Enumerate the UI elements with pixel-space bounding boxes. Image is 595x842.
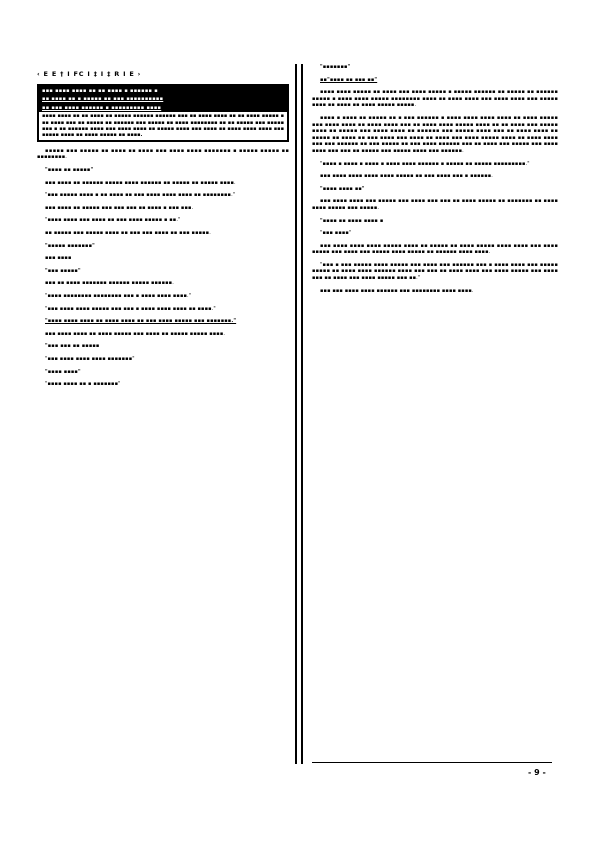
paragraph: ▪▪▪ ▪▪ ▪▪▪▪ ▪▪▪▪▪▪▪ ▪▪▪▪▪▪ ▪▪▪▪▪ ▪▪▪▪▪▪.: [45, 280, 174, 287]
paragraph: "▪▪▪ ▪▪▪ ▪▪ ▪▪▪▪▪: [45, 343, 100, 350]
left-paragraphs: [37, 148, 289, 388]
column-divider: [295, 64, 297, 764]
paragraph: ▪▪▪ ▪▪▪▪ ▪▪ ▪▪▪▪▪ ▪▪▪ ▪▪▪ ▪▪▪ ▪▪ ▪▪▪▪ ▪ ▪▪▪ ▪▪▪.: [45, 204, 194, 211]
paragraph: ▪▪▪▪ ▪▪▪▪ ▪▪▪▪▪ ▪▪ ▪▪▪▪ ▪▪▪ ▪▪▪▪ ▪▪▪▪▪ ▪ ▪▪▪▪▪ ▪▪▪▪▪▪ ▪▪ ▪▪▪▪▪ ▪▪ ▪▪▪▪▪▪ ▪▪▪▪▪ ▪ ▪▪▪▪ ▪▪▪▪ ▪▪▪▪▪ ▪▪▪▪▪▪▪▪ ▪▪▪▪ ▪▪ ▪▪▪▪ ▪▪▪▪ ▪▪▪ ▪▪▪▪ ▪▪▪▪ ▪▪▪ ▪▪▪▪▪ ▪▪▪▪ ▪▪ ▪▪▪▪ ▪▪ ▪▪▪▪ ▪▪▪▪▪ ▪▪▪▪▪.: [312, 89, 558, 109]
paragraph: ▪▪▪ ▪▪▪▪ ▪▪▪▪ ▪▪▪▪ ▪▪▪▪ ▪▪▪▪▪ ▪▪ ▪▪▪ ▪▪▪▪ ▪▪▪ ▪ ▪▪▪▪▪▪.: [320, 173, 494, 180]
paragraph: "▪▪▪▪ ▪▪ ▪▪▪▪▪": [45, 167, 94, 174]
paragraph: ▪▪▪ ▪▪▪▪ ▪▪▪▪ ▪▪▪▪ ▪▪▪▪▪ ▪▪▪▪ ▪▪ ▪▪▪▪▪ ▪▪ ▪▪▪▪ ▪▪▪▪▪ ▪▪▪▪ ▪▪▪▪ ▪▪▪ ▪▪▪▪ ▪▪▪▪▪ ▪▪▪ ▪▪▪▪ ▪▪▪ ▪▪▪▪▪ ▪▪▪▪ ▪▪▪▪▪ ▪▪ ▪▪▪▪▪▪ ▪▪▪▪ ▪▪▪▪.: [312, 242, 558, 256]
page-number: - 9 -: [528, 768, 546, 777]
paragraph: "▪▪▪ ▪▪▪▪": [320, 230, 352, 237]
paragraph: ▪▪▪ ▪▪▪▪ ▪▪▪▪ ▪▪▪ ▪▪▪▪▪ ▪▪▪ ▪▪▪▪ ▪▪▪ ▪▪▪ ▪▪ ▪▪▪▪ ▪▪▪▪▪ ▪▪ ▪▪▪▪▪▪▪ ▪▪ ▪▪▪▪ ▪▪▪▪ ▪▪▪▪▪ ▪▪▪ ▪▪▪▪▪.: [312, 198, 558, 211]
box-heading-line: ▪▪ ▪▪▪▪ ▪▪ ▪ ▪▪▪▪▪ ▪▪ ▪▪▪ ▪▪▪▪▪▪▪▪▪▪: [39, 95, 287, 103]
paragraph: "▪▪▪ ▪▪▪▪ ▪▪▪▪ ▪▪▪▪ ▪▪▪▪▪▪▪": [45, 355, 135, 362]
paragraph: ▪▪ ▪▪▪▪▪ ▪▪▪ ▪▪▪▪▪ ▪▪▪▪ ▪▪ ▪▪▪ ▪▪▪ ▪▪▪▪ ▪▪ ▪▪▪ ▪▪▪▪▪.: [45, 230, 211, 236]
paragraph: "▪▪▪▪ ▪▪ ▪▪▪▪ ▪▪▪▪ ▪: [320, 217, 384, 224]
paragraph: ▪▪"▪▪▪▪ ▪▪ ▪▪▪ ▪▪": [320, 76, 378, 83]
box-heading-line: ▪▪ ▪▪▪ ▪▪▪▪ ▪▪▪▪▪▪ ▪ ▪▪▪▪▪▪▪▪▪ ▪▪▪▪: [39, 104, 287, 112]
box-body-text: ▪▪▪▪ ▪▪▪▪ ▪▪ ▪▪ ▪▪▪▪ ▪▪ ▪▪▪▪▪ ▪▪▪▪▪▪ ▪▪▪▪▪▪ ▪▪▪ ▪▪ ▪▪▪▪ ▪▪▪▪ ▪▪ ▪▪ ▪▪▪▪ ▪▪▪▪▪ ▪ ▪▪ ▪▪▪▪ ▪▪▪ ▪▪ ▪▪▪▪▪ ▪▪ ▪▪▪▪▪▪ ▪▪▪ ▪▪▪▪▪ ▪▪ ▪▪▪▪ ▪▪▪▪▪▪▪▪ ▪▪ ▪▪ ▪▪▪▪▪ ▪▪▪ ▪▪▪▪▪ ▪▪▪ ▪ ▪▪ ▪▪▪▪▪▪ ▪▪▪▪ ▪▪▪ ▪▪▪▪ ▪▪▪▪ ▪▪ ▪▪▪▪▪ ▪▪▪▪ ▪▪▪ ▪▪▪▪ ▪▪ ▪▪▪▪ ▪▪▪▪ ▪▪▪▪ ▪▪▪ ▪▪▪▪▪ ▪▪▪▪ ▪▪ ▪▪▪▪ ▪▪▪▪▪ ▪▪ ▪▪▪▪.: [42, 113, 284, 139]
running-header: ‹ E E † I FC I ‡ I ‡ R I E ›: [37, 70, 142, 78]
paragraph: "▪▪▪▪ ▪▪▪▪": [45, 368, 81, 375]
paragraph: ▪▪▪▪▪ ▪▪▪ ▪▪▪▪▪ ▪▪ ▪▪▪▪ ▪▪ ▪▪▪▪ ▪▪▪ ▪▪▪▪ ▪▪▪▪ ▪▪▪▪▪▪▪ ▪ ▪▪▪▪▪ ▪▪▪▪▪ ▪▪ ▪▪▪▪▪▪▪▪.: [37, 147, 289, 161]
box-heading-line: ▪▪▪ ▪▪▪▪ ▪▪▪▪ ▪▪ ▪▪ ▪▪▪▪ ▪ ▪▪▪▪▪▪ ▪: [39, 87, 287, 95]
paragraph: "▪▪▪ ▪ ▪▪▪ ▪▪▪▪▪ ▪▪▪▪ ▪▪▪▪▪ ▪▪▪ ▪▪▪▪ ▪▪▪ ▪▪▪▪▪▪ ▪▪▪ ▪ ▪▪▪▪ ▪▪▪▪ ▪▪▪ ▪▪▪▪▪ ▪▪▪▪▪ ▪▪ ▪▪▪▪ ▪▪▪▪ ▪▪▪▪▪▪ ▪▪▪▪ ▪▪▪ ▪▪▪ ▪▪ ▪▪▪▪ ▪▪▪▪ ▪▪▪ ▪▪▪▪ ▪▪▪▪▪ ▪▪▪ ▪▪▪▪ ▪▪▪ ▪▪ ▪▪▪▪ ▪▪▪ ▪▪▪▪ ▪▪▪▪▪ ▪▪▪ ▪▪.": [312, 261, 558, 282]
paragraph: "▪▪▪▪ ▪▪▪▪ ▪▪▪ ▪▪▪▪ ▪▪ ▪▪▪ ▪▪▪▪ ▪▪▪▪▪ ▪ ▪▪.": [45, 217, 181, 224]
column-divider: [301, 64, 303, 764]
paragraph: ▪▪▪ ▪▪▪▪ ▪▪▪▪ ▪▪ ▪▪▪▪ ▪▪▪▪▪ ▪▪▪ ▪▪▪▪ ▪▪ ▪▪▪▪▪ ▪▪▪▪▪ ▪▪▪▪.: [45, 330, 226, 337]
paragraph: "▪▪▪▪ ▪▪▪▪ ▪▪ ▪ ▪▪▪▪▪▪▪": [45, 381, 121, 388]
paragraph: "▪▪▪ ▪▪▪▪ ▪▪▪▪ ▪▪▪▪▪ ▪▪▪ ▪▪▪ ▪ ▪▪▪▪ ▪▪▪▪ ▪▪▪▪ ▪▪ ▪▪▪▪.": [45, 305, 216, 312]
paragraph: "▪▪▪▪ ▪▪▪▪ ▪▪▪▪ ▪▪ ▪▪▪▪ ▪▪▪▪ ▪▪ ▪▪▪ ▪▪▪▪ ▪▪▪▪▪ ▪▪▪ ▪▪▪▪▪▪▪.": [45, 318, 237, 325]
paragraph: "▪▪▪▪ ▪▪▪▪▪▪▪▪ ▪▪▪▪▪▪▪▪ ▪▪▪ ▪ ▪▪▪▪ ▪▪▪▪ ▪▪▪▪.": [45, 292, 192, 299]
paragraph: ▪▪▪ ▪▪▪ ▪▪▪▪ ▪▪▪▪ ▪▪▪▪▪▪ ▪▪▪ ▪▪▪▪▪▪▪▪ ▪▪▪▪ ▪▪▪▪.: [320, 287, 474, 294]
paragraph: ▪▪▪ ▪▪▪▪: [45, 255, 72, 262]
paragraph: "▪▪▪ ▪▪▪▪▪": [45, 267, 81, 274]
left-column: [37, 66, 289, 394]
right-paragraphs: [312, 64, 558, 294]
paragraph: "▪▪▪▪▪ ▪▪▪▪▪▪▪": [45, 242, 95, 249]
paragraph: "▪▪▪▪ ▪▪▪▪ ▪▪": [320, 185, 365, 192]
footer-rule: [312, 762, 552, 763]
paragraph: "▪▪▪▪ ▪ ▪▪▪▪ ▪ ▪▪▪▪ ▪ ▪▪▪▪ ▪▪▪▪ ▪▪▪▪▪▪ ▪ ▪▪▪▪▪ ▪▪ ▪▪▪▪▪ ▪▪▪▪▪▪▪▪▪.": [320, 160, 530, 167]
paragraph: ▪▪▪▪ ▪ ▪▪▪▪ ▪▪ ▪▪▪▪▪ ▪▪ ▪ ▪▪▪ ▪▪▪▪▪▪ ▪ ▪▪▪▪ ▪▪▪▪ ▪▪▪▪ ▪▪▪▪ ▪▪ ▪▪▪▪ ▪▪▪▪▪ ▪▪▪ ▪▪▪▪ ▪▪▪▪ ▪▪ ▪▪▪▪ ▪▪▪▪ ▪▪▪ ▪▪ ▪▪▪▪ ▪▪▪▪ ▪▪▪▪▪ ▪▪▪▪ ▪▪ ▪▪ ▪▪▪▪ ▪▪▪ ▪▪▪▪▪ ▪▪▪▪ ▪▪ ▪▪▪▪▪ ▪▪▪ ▪▪▪▪ ▪▪▪▪ ▪▪ ▪▪▪▪▪▪ ▪▪▪ ▪▪▪▪▪ ▪▪▪▪ ▪▪▪ ▪▪ ▪▪▪▪ ▪▪▪▪ ▪▪ ▪▪▪▪▪ ▪▪ ▪▪▪▪ ▪▪ ▪▪▪ ▪▪▪▪ ▪▪▪ ▪▪▪▪ ▪▪ ▪▪▪▪ ▪▪▪ ▪▪▪▪ ▪▪▪▪▪ ▪▪▪▪ ▪▪ ▪▪▪▪ ▪▪▪▪ ▪▪▪ ▪▪▪ ▪▪▪▪▪▪ ▪▪ ▪▪▪ ▪▪▪▪▪ ▪▪ ▪▪▪ ▪▪▪▪ ▪▪▪▪▪▪ ▪▪▪ ▪▪ ▪▪▪▪ ▪▪▪ ▪▪▪▪▪ ▪▪▪ ▪▪▪▪ ▪▪▪▪ ▪▪▪ ▪▪▪ ▪▪ ▪▪▪▪▪ ▪▪▪ ▪▪▪▪▪ ▪▪▪▪ ▪▪▪ ▪▪▪▪▪▪.: [312, 114, 558, 154]
boxed-intro: [37, 84, 289, 142]
paragraph: "▪▪▪▪▪▪▪": [320, 64, 351, 70]
paragraph: ▪▪▪ ▪▪▪▪ ▪▪ ▪▪▪▪▪▪ ▪▪▪▪▪ ▪▪▪▪ ▪▪▪▪▪▪ ▪▪ ▪▪▪▪▪ ▪▪ ▪▪▪▪▪ ▪▪▪▪.: [45, 179, 236, 186]
paragraph: "▪▪▪ ▪▪▪▪▪ ▪▪▪▪ ▪ ▪▪ ▪▪▪▪ ▪▪ ▪▪▪ ▪▪▪▪ ▪▪▪▪ ▪▪▪▪ ▪▪ ▪▪▪▪▪▪▪▪.": [45, 192, 236, 199]
right-column: [312, 64, 558, 300]
